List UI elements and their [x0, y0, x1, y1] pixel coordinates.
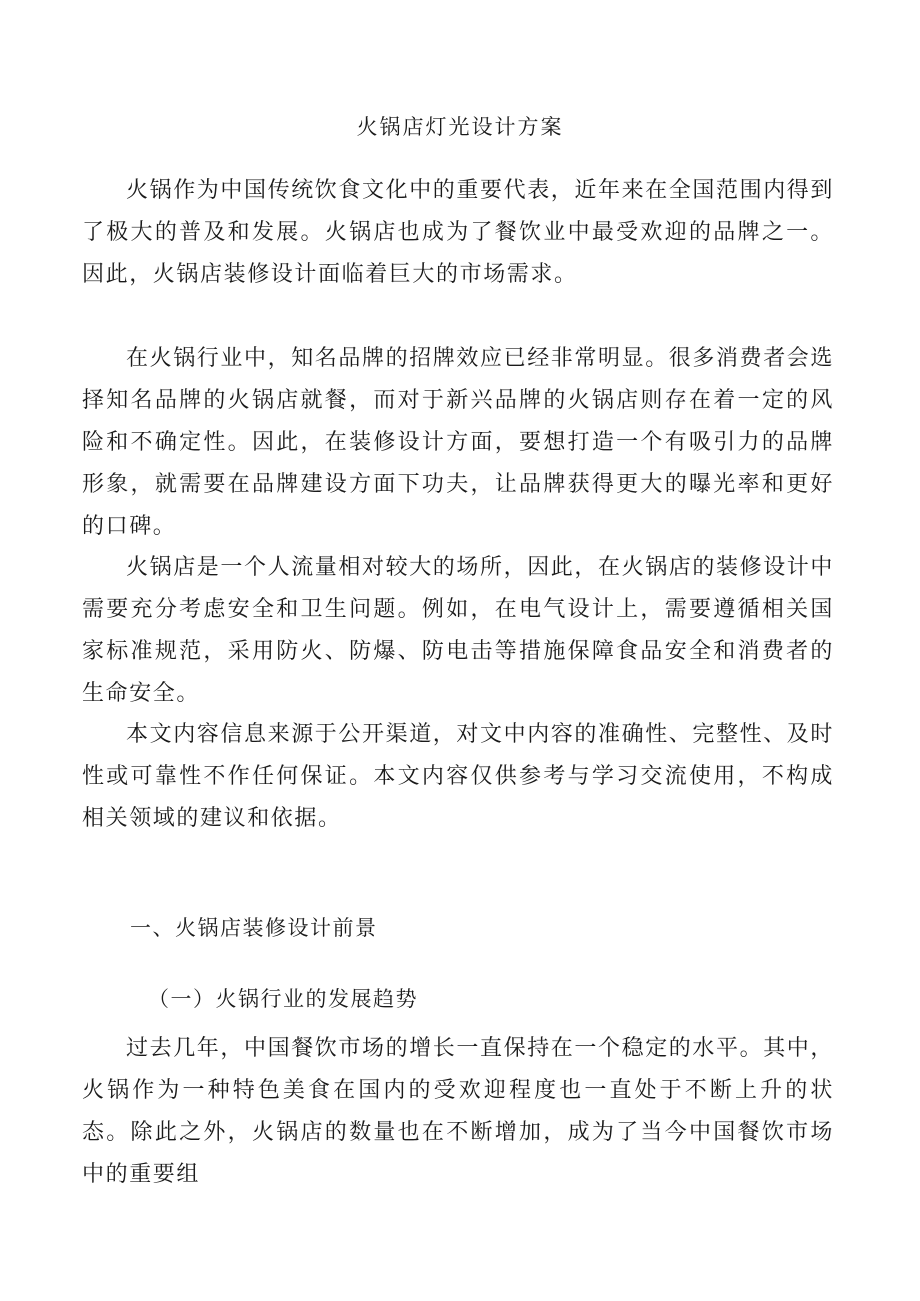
subsection-heading: （一）火锅行业的发展趋势 [148, 987, 418, 1011]
brand-paragraph: 在火锅行业中，知名品牌的招牌效应已经非常明显。很多消费者会选择知名品牌的火锅店就餐，而对于新兴品牌的火锅店则存在着一定的风险和不确定性。因此，在装修设计方面，要想打造一个有吸引力的品牌形象，就需要在品牌建设方面下功夫，让品牌获得更大的曝光率和更好的口碑。 [82, 346, 835, 539]
safety-paragraph: 火锅店是一个人流量相对较大的场所，因此，在火锅店的装修设计中需要充分考虑安全和卫生问题。例如，在电气设计上，需要遵循相关国家标准规范，采用防火、防爆、防电击等措施保障食品安全和消费者的生命安全。 [82, 555, 835, 706]
section-heading: 一、火锅店装修设计前景 [130, 916, 378, 940]
trend-paragraph: 过去几年，中国餐饮市场的增长一直保持在一个稳定的水平。其中，火锅作为一种特色美食在国内的受欢迎程度也一直处于不断上升的状态。除此之外，火锅店的数量也在不断增加，成为了当今中国餐饮市场中的重要组 [82, 1036, 835, 1187]
document-title: 火锅店灯光设计方案 [356, 115, 564, 139]
intro-paragraph: 火锅作为中国传统饮食文化中的重要代表，近年来在全国范围内得到了极大的普及和发展。火锅店也成为了餐饮业中最受欢迎的品牌之一。因此，火锅店装修设计面临着巨大的市场需求。 [82, 178, 835, 287]
disclaimer-paragraph: 本文内容信息来源于公开渠道，对文中内容的准确性、完整性、及时性或可靠性不作任何保证。本文内容仅供参考与学习交流使用，不构成相关领域的建议和依据。 [82, 722, 835, 831]
